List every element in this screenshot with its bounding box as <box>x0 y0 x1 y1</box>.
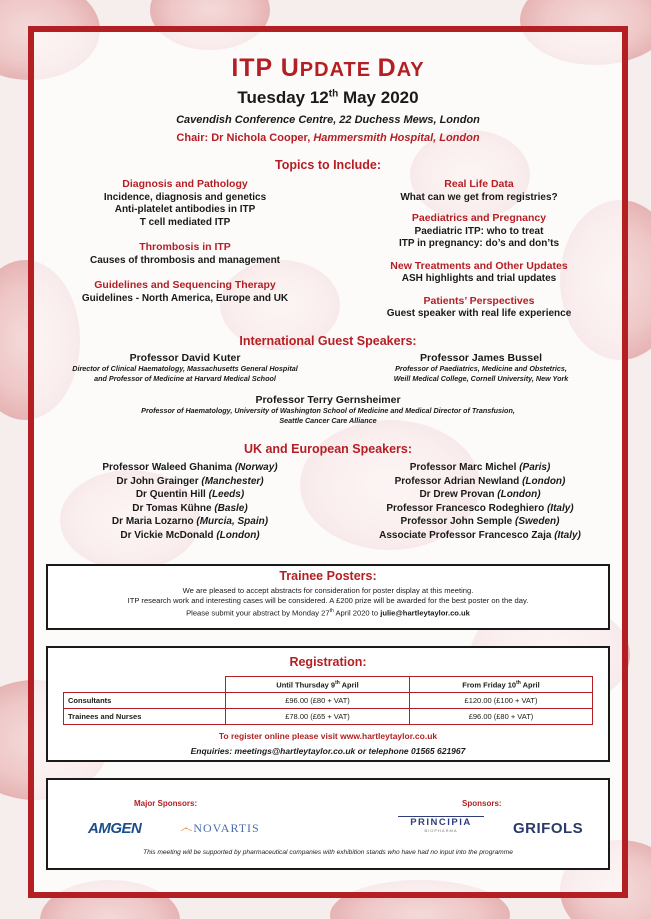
speaker-bussel: Professor James Bussel Professor of Paediatrics, Medicine and Obstetrics, Weill Medical College, Cornell University, New York <box>393 352 569 383</box>
poster-frame <box>28 26 628 898</box>
principia-logo: PRINCIPIA BIOPHARMA <box>398 816 484 833</box>
posters-email-link[interactable]: julie@hartleytaylor.co.uk <box>380 608 470 618</box>
novartis-flame-icon: ෴ <box>180 820 194 835</box>
speaker-kuter: Professor David Kuter Director of Clinical Haematology, Massachusetts General Hospital and Professor of Medicine at Harvard Medical School <box>72 352 298 383</box>
major-sponsors-heading: Major Sponsors: <box>134 799 198 808</box>
uk-heading: UK and European Speakers: <box>243 442 413 456</box>
topic-block: Diagnosis and Pathology Incidence, diagnosis and genetics Anti-platelet antibodies in ITP T cell mediated ITP <box>103 178 267 228</box>
col-late: From Friday 10th April <box>410 677 593 693</box>
topics-left-column <box>50 178 320 314</box>
topic-block: Real Life Data What can we get from registries? <box>400 178 558 203</box>
topic-block: Paediatrics and Pregnancy Paediatric ITP: who to treat ITP in pregnancy: do’s and don’ts <box>398 212 559 249</box>
uk-speaker: Dr John Grainger (Manchester) <box>116 475 264 487</box>
novartis-logo: ෴NOVARTIS <box>180 820 260 835</box>
posters-text: We are pleased to accept abstracts for consideration for poster display at this meeting. ITP research work and interesting cases will be considered. A £200 prize will be awarded for the best poster on the day. Please submit your abstract by Monday 27th April 2020 to julie@hartleytaylor.co.uk <box>127 586 529 618</box>
topic-block: Guidelines and Sequencing Therapy Guidelines - North America, Europe and UK <box>81 279 289 304</box>
topic-block: Thrombosis in ITP Causes of thrombosis and management <box>89 241 281 266</box>
uk-speaker: Dr Tomas Kühne (Basle) <box>132 502 248 514</box>
col-early: Until Thursday 9th April <box>226 677 410 693</box>
event-date: Tuesday 12th May 2020 <box>237 88 419 107</box>
uk-speaker: Professor John Semple (Sweden) <box>400 516 560 528</box>
topics-right-column <box>334 178 624 330</box>
topic-block: Patients’ Perspectives Guest speaker with real life experience <box>386 294 572 319</box>
registration-box <box>46 646 610 762</box>
table-row: Consultants £96.00 (£80 + VAT) £120.00 (£100 + VAT) <box>64 693 593 709</box>
topics-heading: Topics to Include: <box>274 158 382 172</box>
topic-block: New Treatments and Other Updates ASH highlights and trial updates <box>390 259 568 284</box>
uk-speaker: Dr Maria Lozarno (Murcia, Spain) <box>111 516 269 528</box>
uk-speaker: Professor Waleed Ghanima (Norway) <box>102 462 278 473</box>
sponsors-heading: Sponsors: <box>462 799 502 808</box>
uk-speaker: Dr Vickie McDonald (London) <box>120 529 260 541</box>
trainee-posters-box <box>46 564 610 630</box>
registration-table <box>63 676 593 725</box>
speaker-gernsheimer: Professor Terry Gernsheimer Professor of Haematology, University of Washington School of Medicine and Medical Director of Transfusion, Seattle Cancer Care Alliance <box>141 394 515 425</box>
uk-speaker: Dr Drew Provan (London) <box>419 489 541 501</box>
enquiries: Enquiries: meetings@hartleytaylor.co.uk or telephone 01565 621967 <box>190 746 466 756</box>
page-title: ITP UPDATE DAY <box>231 54 425 82</box>
uk-speakers-right <box>340 461 620 543</box>
amgen-logo: AMGEN <box>88 820 142 837</box>
uk-speakers-left <box>50 461 330 543</box>
international-heading: International Guest Speakers: <box>239 334 417 348</box>
venue: Cavendish Conference Centre, 22 Duchess Mews, London <box>176 114 480 126</box>
register-online-link[interactable]: To register online please visit www.hartleytaylor.co.uk <box>218 731 438 741</box>
uk-speaker: Professor Adrian Newland (London) <box>394 475 566 487</box>
uk-speaker: Professor Marc Michel (Paris) <box>409 462 551 473</box>
uk-speaker: Dr Quentin Hill (Leeds) <box>135 489 245 501</box>
registration-heading: Registration: <box>289 655 367 669</box>
sponsors-footnote: This meeting will be supported by pharmaceutical companies with exhibition stands who have had no input into the programme <box>143 849 513 856</box>
posters-heading: Trainee Posters: <box>279 569 377 583</box>
uk-speaker: Associate Professor Francesco Zaja (Italy) <box>379 529 581 541</box>
sponsors-box <box>46 778 610 870</box>
grifols-logo: GRIFOLS <box>513 820 584 837</box>
uk-speaker: Professor Francesco Rodeghiero (Italy) <box>386 502 574 514</box>
table-row: Trainees and Nurses £78.00 (£65 + VAT) £96.00 (£80 + VAT) <box>64 709 593 725</box>
chair: Chair: Dr Nichola Cooper, Hammersmith Hospital, London <box>176 132 480 144</box>
